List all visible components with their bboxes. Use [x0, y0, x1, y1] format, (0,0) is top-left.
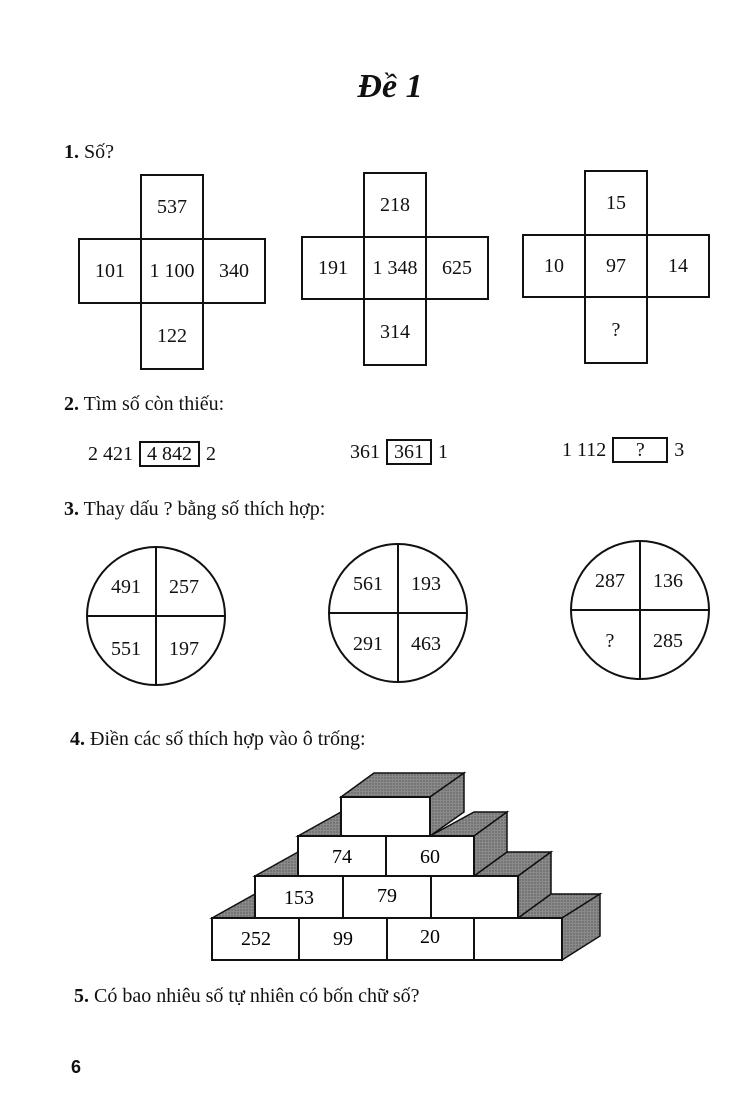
sequence-3-right: 3 [674, 438, 685, 461]
question-3-text: Thay dấu ? bằng số thích hợp: [83, 498, 326, 520]
brick-row4-1-value: 252 [241, 928, 271, 950]
sequence-1-right: 2 [206, 442, 216, 465]
brick-row3-1-value: 153 [284, 887, 314, 909]
cross-1-bottom: 122 [140, 302, 204, 370]
brick-row2-2-value: 60 [420, 846, 440, 868]
question-5-text: Có bao nhiêu số tự nhiên có bốn chữ số? [94, 985, 420, 1007]
sequence-1-box: 4 842 [139, 441, 200, 467]
brick-row4-2-value: 99 [333, 928, 353, 950]
brick-top-face-6 [212, 894, 255, 918]
sequence-2-box: 361 [386, 439, 432, 465]
sequence-3-box: ? [612, 437, 668, 463]
sequence-1-left: 2 421 [88, 442, 133, 465]
circle-3-bottom-right: 285 [653, 630, 683, 652]
cross-3-top: 15 [584, 170, 648, 236]
brick-top-face-4 [255, 852, 298, 876]
circle-1-top-left: 491 [111, 576, 141, 598]
cross-2-left: 191 [301, 236, 365, 300]
circle-3-top-left: 287 [595, 570, 625, 592]
brick-row3-2-value: 79 [377, 885, 397, 907]
question-1-text: Số? [84, 141, 114, 163]
circle-1-bottom-right: 197 [169, 638, 199, 660]
brick-row4-3-value: 20 [420, 926, 440, 948]
question-5-number: 5. [74, 985, 89, 1007]
brick-row4-4 [474, 918, 562, 960]
brick-row2-1-value: 74 [332, 846, 352, 868]
circle-2-top-left: 561 [353, 573, 383, 595]
cross-1-right: 340 [202, 238, 266, 304]
cross-2-center: 1 348 [363, 236, 427, 300]
circle-2-bottom-left: 291 [353, 633, 383, 655]
sequence-3-left: 1 112 [562, 438, 607, 461]
circle-1-bottom-left: 551 [111, 638, 141, 660]
cross-3-center: 97 [584, 234, 648, 298]
cross-3-right: 14 [646, 234, 710, 298]
cross-3-left: 10 [522, 234, 586, 298]
circle-3-bottom-left: ? [605, 630, 615, 652]
question-4-number: 4. [70, 728, 85, 750]
question-4-text: Điền các số thích hợp vào ô trống: [90, 728, 366, 750]
cross-2-top: 218 [363, 172, 427, 238]
circle-1-top-right: 257 [169, 576, 199, 598]
question-5 [74, 985, 420, 1008]
circle-2-top-right: 193 [411, 573, 441, 595]
page-title: Đề 1 [357, 68, 423, 105]
circle-3-top-right: 136 [653, 570, 683, 592]
question-3-number: 3. [64, 498, 79, 520]
brick-top-face-2 [298, 812, 341, 836]
question-1-number: 1. [64, 141, 79, 163]
question-2-number: 2. [64, 393, 79, 415]
question-2-text: Tìm số còn thiếu: [83, 393, 225, 415]
cross-3-bottom: ? [584, 296, 648, 364]
page-number: 6 [71, 1057, 82, 1077]
sequence-2-right: 1 [438, 440, 448, 463]
cross-2-bottom: 314 [363, 298, 427, 366]
brick-row3-3 [431, 876, 518, 918]
cross-2-right: 625 [425, 236, 489, 300]
cross-1-top: 537 [140, 174, 204, 240]
circle-2-bottom-right: 463 [411, 633, 441, 655]
cross-1-left: 101 [78, 238, 142, 304]
sequence-2-left: 361 [350, 440, 380, 463]
brick-row1-1 [341, 797, 430, 836]
cross-1-center: 1 100 [140, 238, 204, 304]
